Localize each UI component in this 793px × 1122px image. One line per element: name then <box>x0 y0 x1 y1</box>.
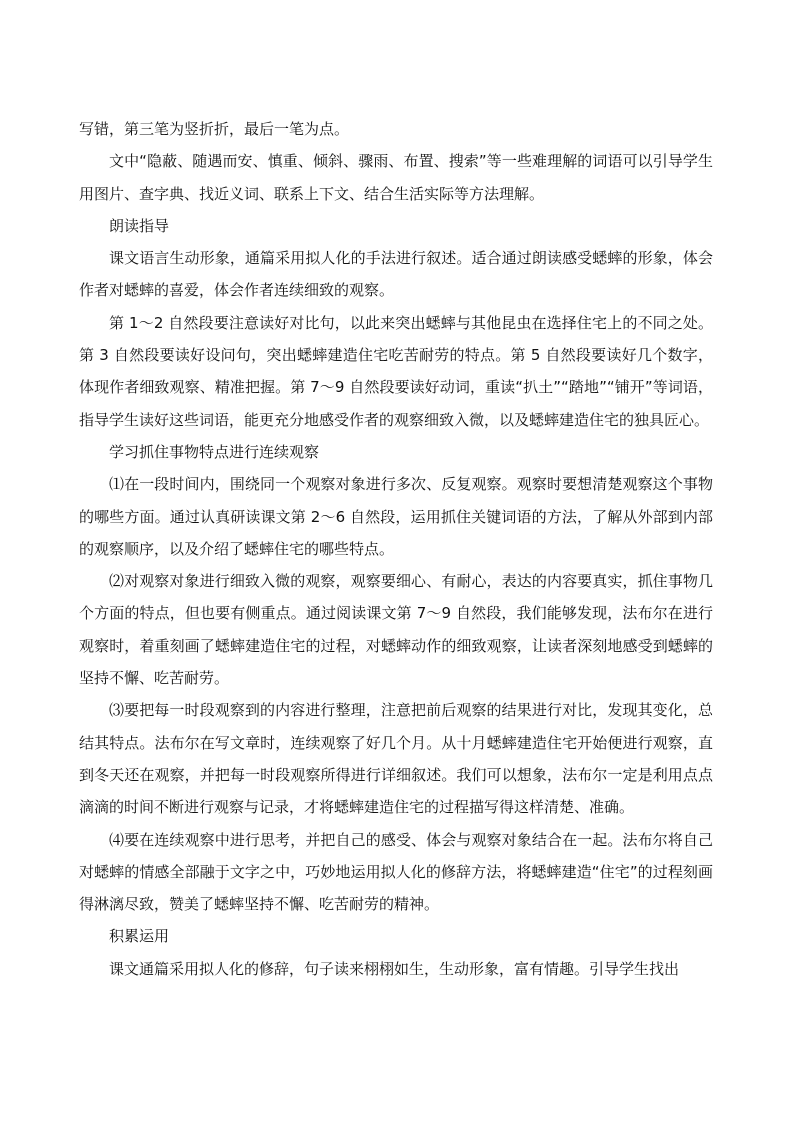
paragraph-reading-points: 第 1～2 自然段要注意读好对比句，以此来突出蟋蟀与其他昆虫在选择住宅上的不同之处。第 3 自然段要读好设问句，突出蟋蟀建造住宅吃苦耐劳的特点。第 5 自然段要读好几个数字，体现作者细致观察、精准把握。第 7～9 自然段要读好动词，重读“扒土”“踏地”“铺开”等词语，指导学生读好这些词语，能更充分地感受作者的观察细致入微，以及蟋蟀建造住宅的独具匠心。 <box>79 313 713 429</box>
paragraph-stroke-note: 写错，第三笔为竖折折，最后一笔为点。 <box>79 120 350 138</box>
heading-reading-guidance: 朗读指导 <box>109 216 170 235</box>
document-page <box>79 113 713 985</box>
paragraph-observation-4: ⑷要在连续观察中进行思考，并把自己的感受、体会与观察对象结合在一起。法布尔将自己对蟋蟀的情感全部融于文字之中，巧妙地运用拟人化的修辞方法，将蟋蟀建造“住宅”的过程刻画得淋漓尽致，赞美了蟋蟀坚持不懈、吃苦耐劳的精神。 <box>79 830 713 914</box>
paragraph-observation-1: ⑴在一段时间内，围绕同一个观察对象进行多次、反复观察。观察时要想清楚观察这个事物的哪些方面。通过认真研读课文第 2～6 自然段，运用抓住关键词语的方法，了解从外部到内部的观察顺序，以及介绍了蟋蟀住宅的哪些特点。 <box>79 475 713 558</box>
paragraph-language-style: 课文语言生动形象，通篇采用拟人化的手法进行叙述。适合通过朗读感受蟋蟀的形象，体会作者对蟋蟀的喜爱，体会作者连续细致的观察。 <box>79 249 713 300</box>
paragraph-personification: 课文通篇采用拟人化的修辞，句子读来栩栩如生，生动形象，富有情趣。引导学生找出 <box>109 959 680 978</box>
paragraph-difficult-words: 文中“隐蔽、随遇而安、慎重、倾斜、骤雨、布置、搜索”等一些难理解的词语可以引导学生用图片、查字典、找近义词、联系上下文、结合生活实际等方法理解。 <box>79 152 713 203</box>
heading-continuous-observation: 学习抓住事物特点进行连续观察 <box>109 442 320 461</box>
heading-accumulation-use: 积累运用 <box>109 927 170 946</box>
paragraph-observation-2: ⑵对观察对象进行细致入微的观察，观察要细心、有耐心，表达的内容要真实，抓住事物几个方面的特点，但也要有侧重点。通过阅读课文第 7～9 自然段，我们能够发现，法布尔在进行观察时，着重刻画了蟋蟀建造住宅的过程，对蟋蟀动作的细致观察，让读者深刻地感受到蟋蟀的坚持不懈、吃苦耐劳。 <box>79 572 713 688</box>
paragraph-observation-3: ⑶要把每一时段观察到的内容进行整理，注意把前后观察的结果进行对比，发现其变化，总结其特点。法布尔在写文章时，连续观察了好几个月。从十月蟋蟀建造住宅开始便进行观察，直到冬天还在观察，并把每一时段观察所得进行详细叙述。我们可以想象，法布尔一定是利用点点滴滴的时间不断进行观察与记录，才将蟋蟀建造住宅的过程描写得这样清楚、准确。 <box>79 701 713 817</box>
